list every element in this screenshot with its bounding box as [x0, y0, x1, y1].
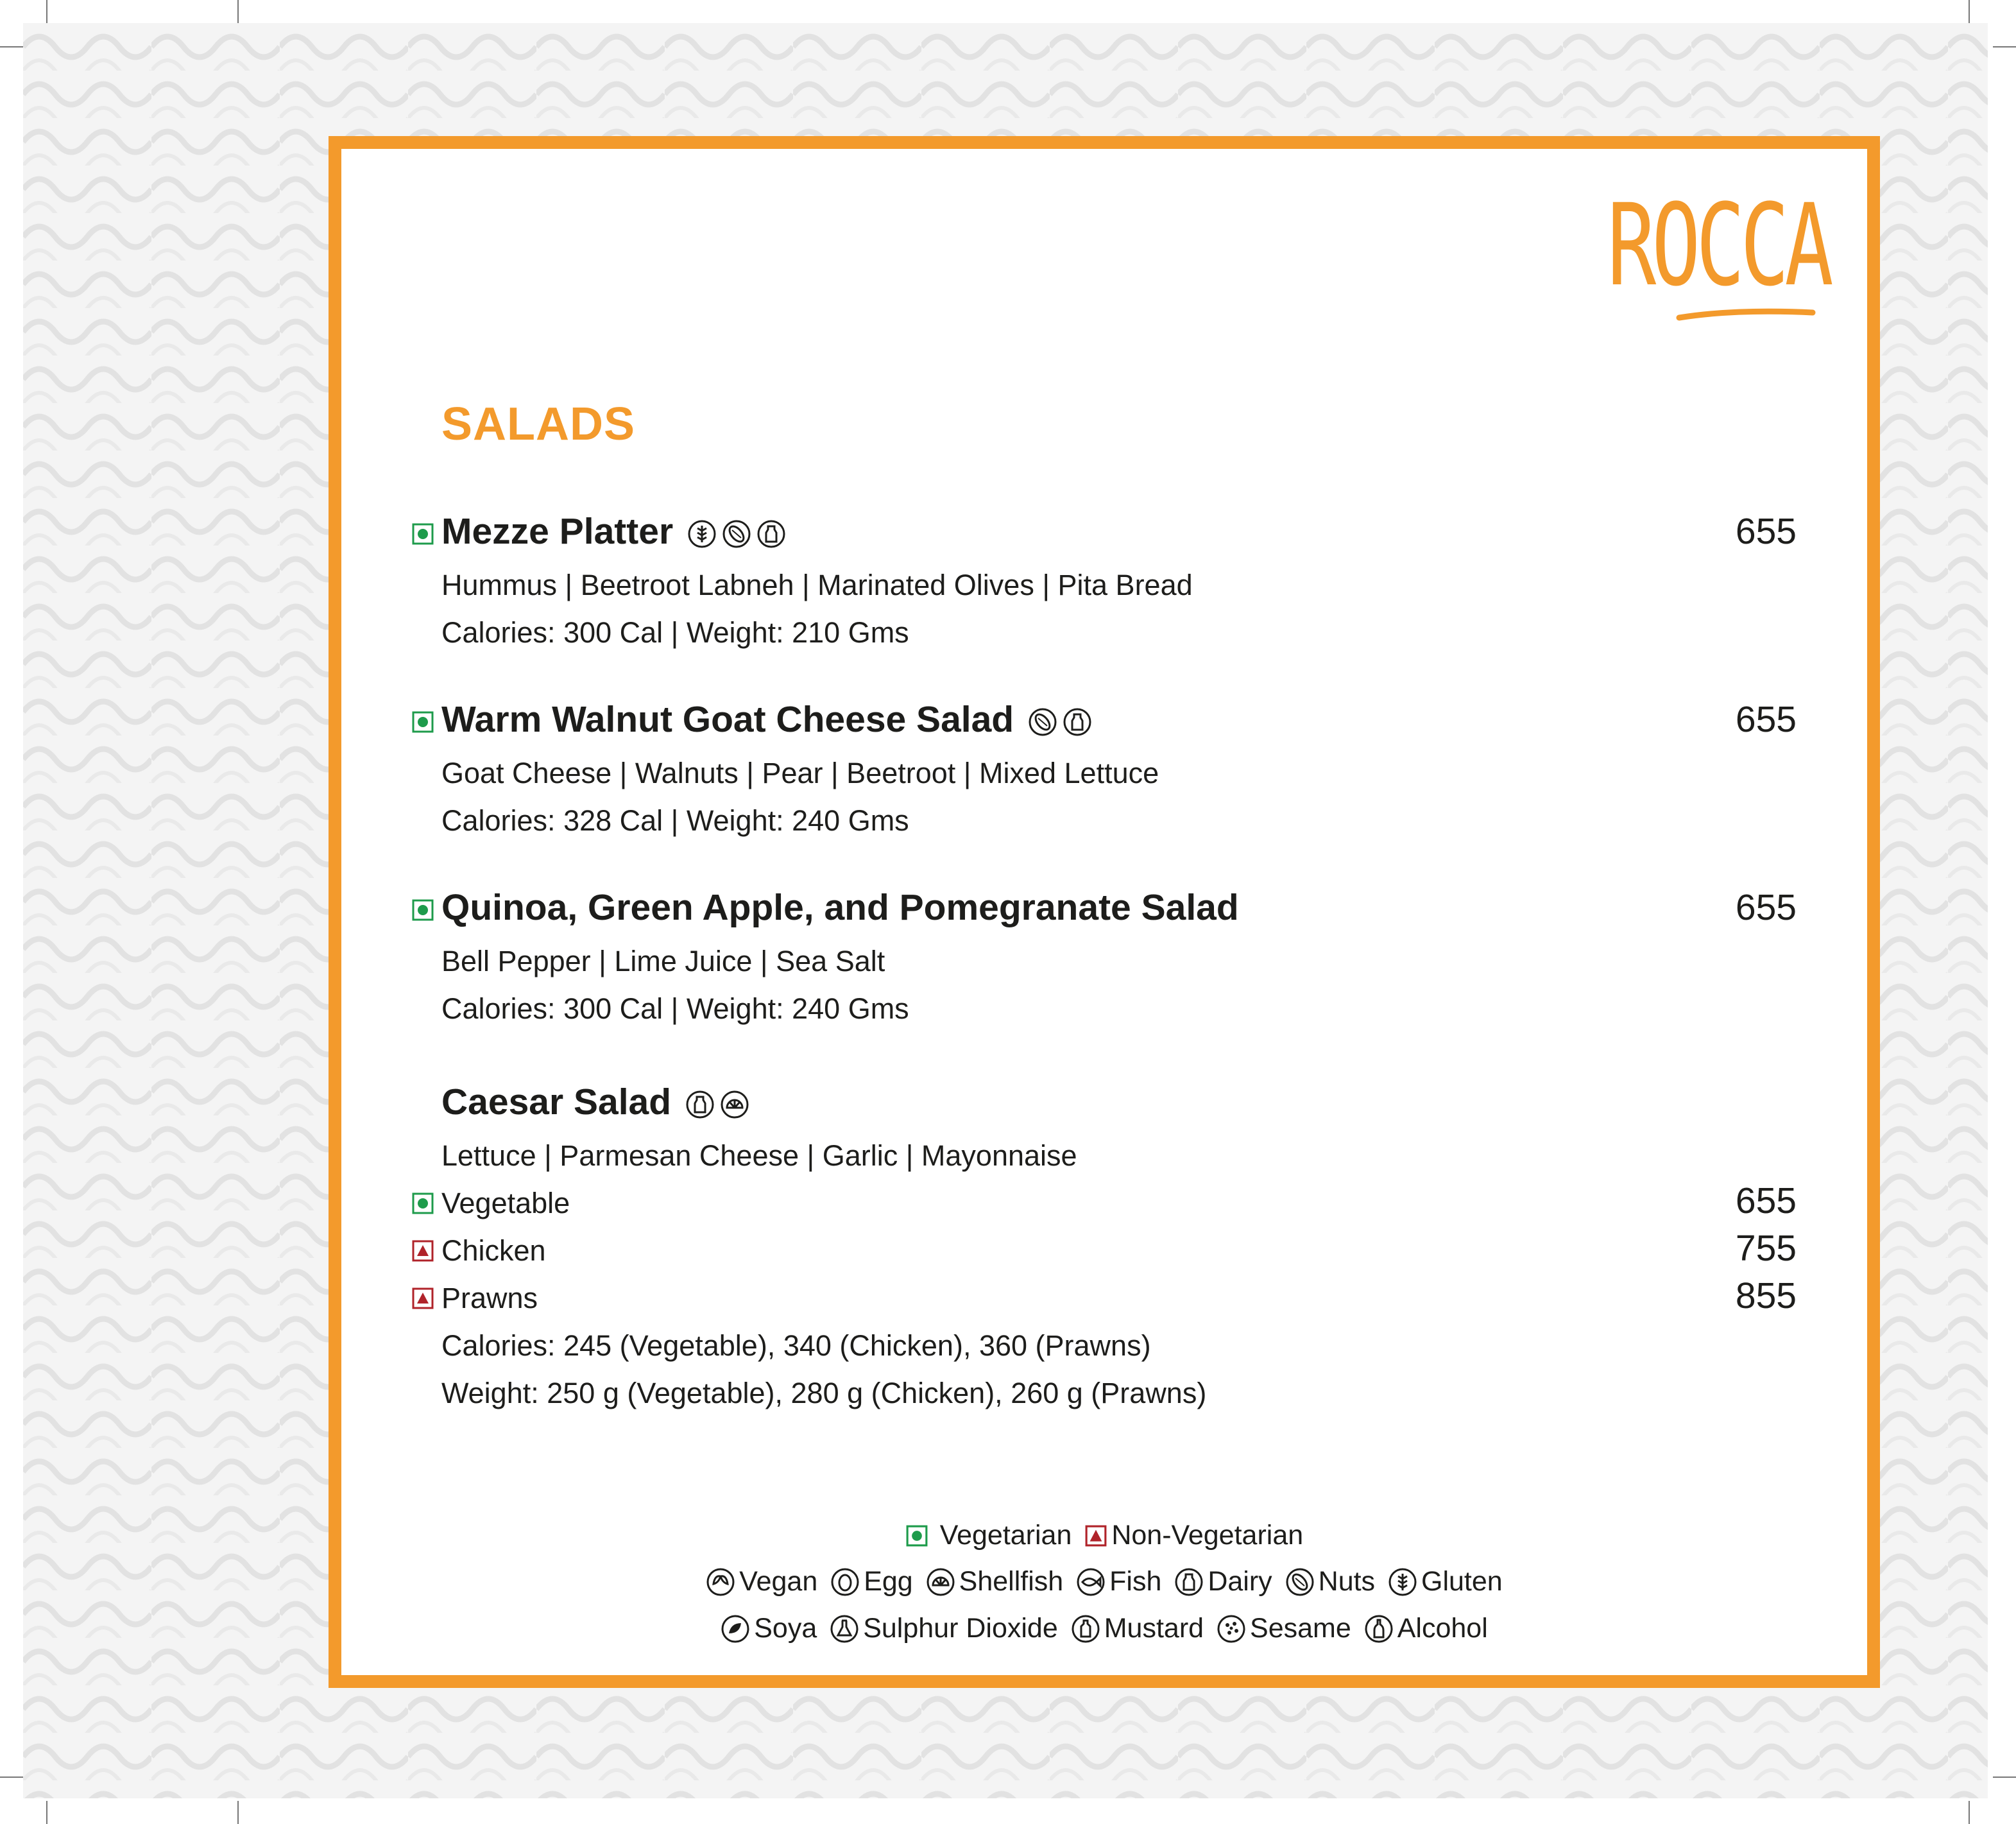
- variant-price: 855: [1735, 1275, 1797, 1316]
- item-name: Caesar Salad: [441, 1081, 749, 1126]
- sulphur-dioxide-icon: [830, 1614, 859, 1644]
- brand-logo: [1607, 180, 1829, 331]
- gluten-icon: [1388, 1567, 1417, 1597]
- variant-row: [398, 1180, 1797, 1227]
- item-nutrition: Calories: 300 Cal | Weight: 210 Gms: [441, 616, 909, 649]
- menu-item: [398, 698, 1797, 845]
- crop-mark: [46, 0, 47, 23]
- item-nutrition: Calories: 300 Cal | Weight: 240 Gms: [441, 992, 909, 1025]
- non-veg-mark-icon: [412, 1240, 434, 1262]
- item-price: 655: [1735, 511, 1797, 552]
- veg-mark-icon: [412, 1192, 434, 1214]
- item-ingredients: Lettuce | Parmesan Cheese | Garlic | Mayonnaise: [441, 1139, 1077, 1172]
- crop-mark: [237, 0, 239, 23]
- non-veg-mark-icon: [412, 1287, 434, 1309]
- variant-price: 755: [1735, 1228, 1797, 1269]
- menu-item: [398, 886, 1797, 1033]
- legend-dairy: Dairy: [1174, 1566, 1272, 1597]
- shellfish-icon: [720, 1090, 749, 1119]
- item-ingredients: Goat Cheese | Walnuts | Pear | Beetroot | Mixed Lettuce: [441, 757, 1159, 789]
- item-name: Mezze Platter: [441, 510, 786, 555]
- legend-nonveg: Non-Vegetarian: [1084, 1520, 1303, 1551]
- mustard-icon: [1071, 1614, 1100, 1644]
- variant-label: Vegetable: [441, 1187, 570, 1219]
- logo-underline: [1607, 180, 1829, 331]
- item-calories: Calories: 245 (Vegetable), 340 (Chicken), 360 (Prawns): [441, 1329, 1151, 1362]
- item-ingredients: Hummus | Beetroot Labneh | Marinated Olives | Pita Bread: [441, 569, 1193, 601]
- nuts-icon: [1285, 1567, 1315, 1597]
- gluten-icon: [687, 519, 717, 549]
- menu-item-caesar: [398, 1081, 1797, 1417]
- veg-mark-icon: [412, 523, 434, 545]
- alcohol-icon: [1364, 1614, 1394, 1644]
- legend-mustard: Mustard: [1071, 1613, 1204, 1644]
- item-weight: Weight: 250 g (Vegetable), 280 g (Chicken), 260 g (Prawns): [441, 1377, 1207, 1409]
- crop-mark: [1969, 0, 1970, 23]
- shellfish-icon: [926, 1567, 955, 1597]
- legend-nuts: Nuts: [1285, 1566, 1375, 1597]
- legend-veg: Vegetarian: [905, 1520, 1072, 1551]
- veg-mark-icon: [412, 899, 434, 921]
- fish-icon: [1076, 1567, 1106, 1597]
- crop-mark: [0, 46, 23, 47]
- crop-mark: [237, 1801, 239, 1824]
- legend-fish: Fish: [1076, 1566, 1161, 1597]
- item-price: 655: [1735, 699, 1797, 740]
- legend-vegan: Vegan: [706, 1566, 817, 1597]
- logo-text: ROCCA: [1607, 180, 1829, 311]
- veg-mark-icon: [905, 1524, 928, 1547]
- nuts-icon: [722, 519, 751, 549]
- section-title: SALADS: [441, 399, 636, 450]
- legend-sesame: Sesame: [1217, 1613, 1351, 1644]
- egg-icon: [830, 1567, 860, 1597]
- legend-sulphur-dioxide: Sulphur Dioxide: [830, 1613, 1058, 1644]
- sesame-icon: [1217, 1614, 1246, 1644]
- dairy-icon: [1063, 707, 1092, 737]
- variant-label: Chicken: [441, 1234, 546, 1267]
- item-name: Warm Walnut Goat Cheese Salad: [441, 698, 1092, 743]
- legend-gluten: Gluten: [1388, 1566, 1503, 1597]
- crop-mark: [46, 1801, 47, 1824]
- dairy-icon: [685, 1090, 715, 1119]
- veg-mark-icon: [412, 711, 434, 733]
- variant-price: 655: [1735, 1180, 1797, 1221]
- non-veg-mark-icon: [1084, 1524, 1107, 1547]
- menu-item: [398, 510, 1797, 657]
- soya-icon: [721, 1614, 750, 1644]
- crop-mark: [1993, 46, 2016, 47]
- crop-mark: [0, 1777, 23, 1778]
- item-nutrition: Calories: 328 Cal | Weight: 240 Gms: [441, 804, 909, 837]
- legend-allergens-row-2: [329, 1613, 1880, 1644]
- dairy-icon: [1174, 1567, 1204, 1597]
- vegan-icon: [706, 1567, 735, 1597]
- dairy-icon: [756, 519, 786, 549]
- variant-label: Prawns: [441, 1282, 538, 1314]
- item-name: Quinoa, Green Apple, and Pomegranate Salad: [441, 887, 1239, 928]
- legend-allergens-row-1: [329, 1566, 1880, 1597]
- nuts-icon: [1028, 707, 1057, 737]
- variant-row: [398, 1227, 1797, 1275]
- crop-mark: [1993, 1777, 2016, 1778]
- legend-egg: Egg: [830, 1566, 913, 1597]
- item-ingredients: Bell Pepper | Lime Juice | Sea Salt: [441, 945, 885, 977]
- legend-shellfish: Shellfish: [926, 1566, 1064, 1597]
- legend-alcohol: Alcohol: [1364, 1613, 1488, 1644]
- item-price: 655: [1735, 887, 1797, 928]
- legend-diet: [329, 1520, 1880, 1551]
- legend-soya: Soya: [721, 1613, 817, 1644]
- variant-row: [398, 1275, 1797, 1322]
- crop-mark: [1969, 1801, 1970, 1824]
